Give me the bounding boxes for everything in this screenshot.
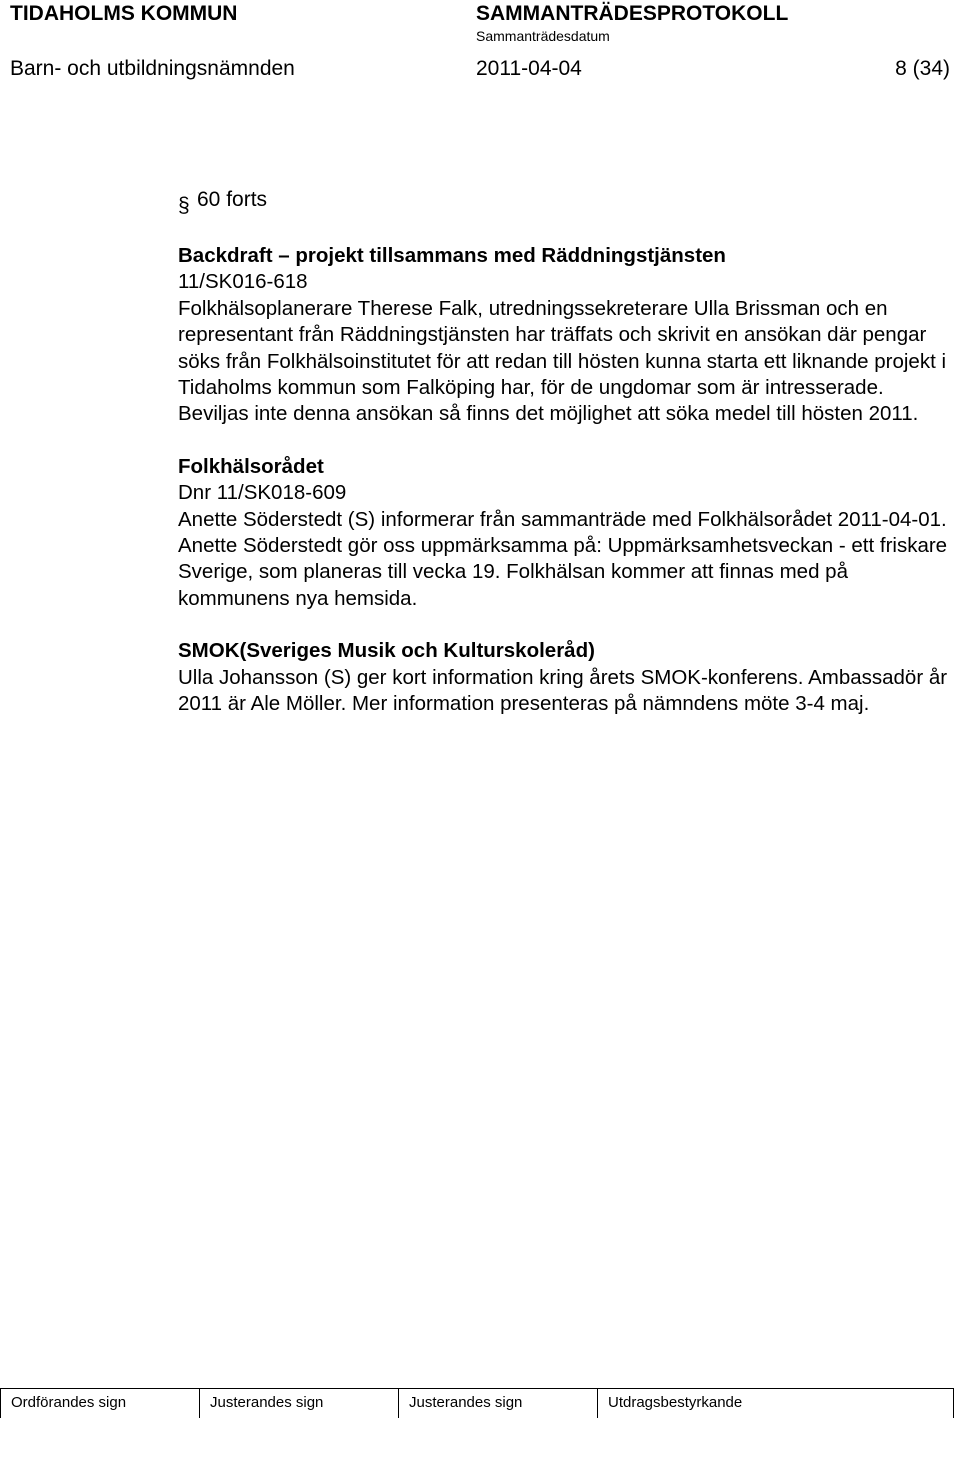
section-text: Ulla Johansson (S) ger kort information kring årets SMOK-konferens. Ambassadör år 2011 är Ale Möller. Mer information presenteras på nämndens möte 3-4 maj.: [178, 665, 948, 716]
section-text: Folkhälsoplanerare Therese Falk, utredningssekreterare Ulla Brissman och en representant från Räddningstjänsten har träffats och skrivit en ansökan där pengar söks från Folkhälsoinstitutet för att redan till hösten kunna starta ett liknande projekt i Tidaholms kommun som Falköping har, för de ungdomar som är intresserade. Beviljas inte denna ansökan så finns det möjlighet att söka medel till hösten 2011.: [178, 296, 947, 426]
case-number: 11/SK016-618: [178, 270, 308, 294]
signature-cell-chair: Ordförandes sign: [0, 1388, 199, 1418]
meeting-date: 2011-04-04: [476, 57, 582, 80]
page-number: 8 (34): [895, 57, 950, 80]
paragraph-number: 60 forts: [197, 188, 268, 211]
signature-cell-extract: Utdragsbestyrkande: [597, 1388, 954, 1418]
committee-name: Barn- och utbildningsnämnden: [10, 57, 295, 80]
signature-cell-adjuster-2: Justerandes sign: [398, 1388, 597, 1418]
paragraph-sign: §: [178, 194, 190, 217]
section-title: SMOK(Sveriges Musik och Kulturskoleråd): [178, 639, 595, 663]
meeting-date-label: Sammanträdesdatum: [476, 28, 610, 44]
paragraph-heading: [178, 188, 268, 217]
section-title: Backdraft – projekt tillsammans med Räddningstjänsten: [178, 244, 726, 267]
document-type: SAMMANTRÄDESPROTOKOLL: [476, 2, 789, 25]
signature-cell-adjuster-1: Justerandes sign: [199, 1388, 398, 1418]
section-title: Folkhälsorådet: [178, 454, 324, 478]
minutes-body: [178, 243, 948, 744]
section-smok: [178, 638, 948, 717]
case-number: Dnr 11/SK018-609: [178, 481, 347, 505]
section-backdraft: [178, 243, 948, 428]
organization-name: TIDAHOLMS KOMMUN: [10, 2, 238, 25]
section-folkhalsoradet: [178, 454, 948, 612]
section-text: Anette Söderstedt (S) informerar från sammanträde med Folkhälsorådet 2011-04-01. Anette Söderstedt gör oss uppmärksamma på: Uppmärksamhetsveckan - ett friskare Sverige, som planeras till vecka 19. Folkhälsan kommer att finnas med på kommunens nya hemsida.: [178, 507, 948, 610]
signature-footer: [0, 1388, 960, 1418]
